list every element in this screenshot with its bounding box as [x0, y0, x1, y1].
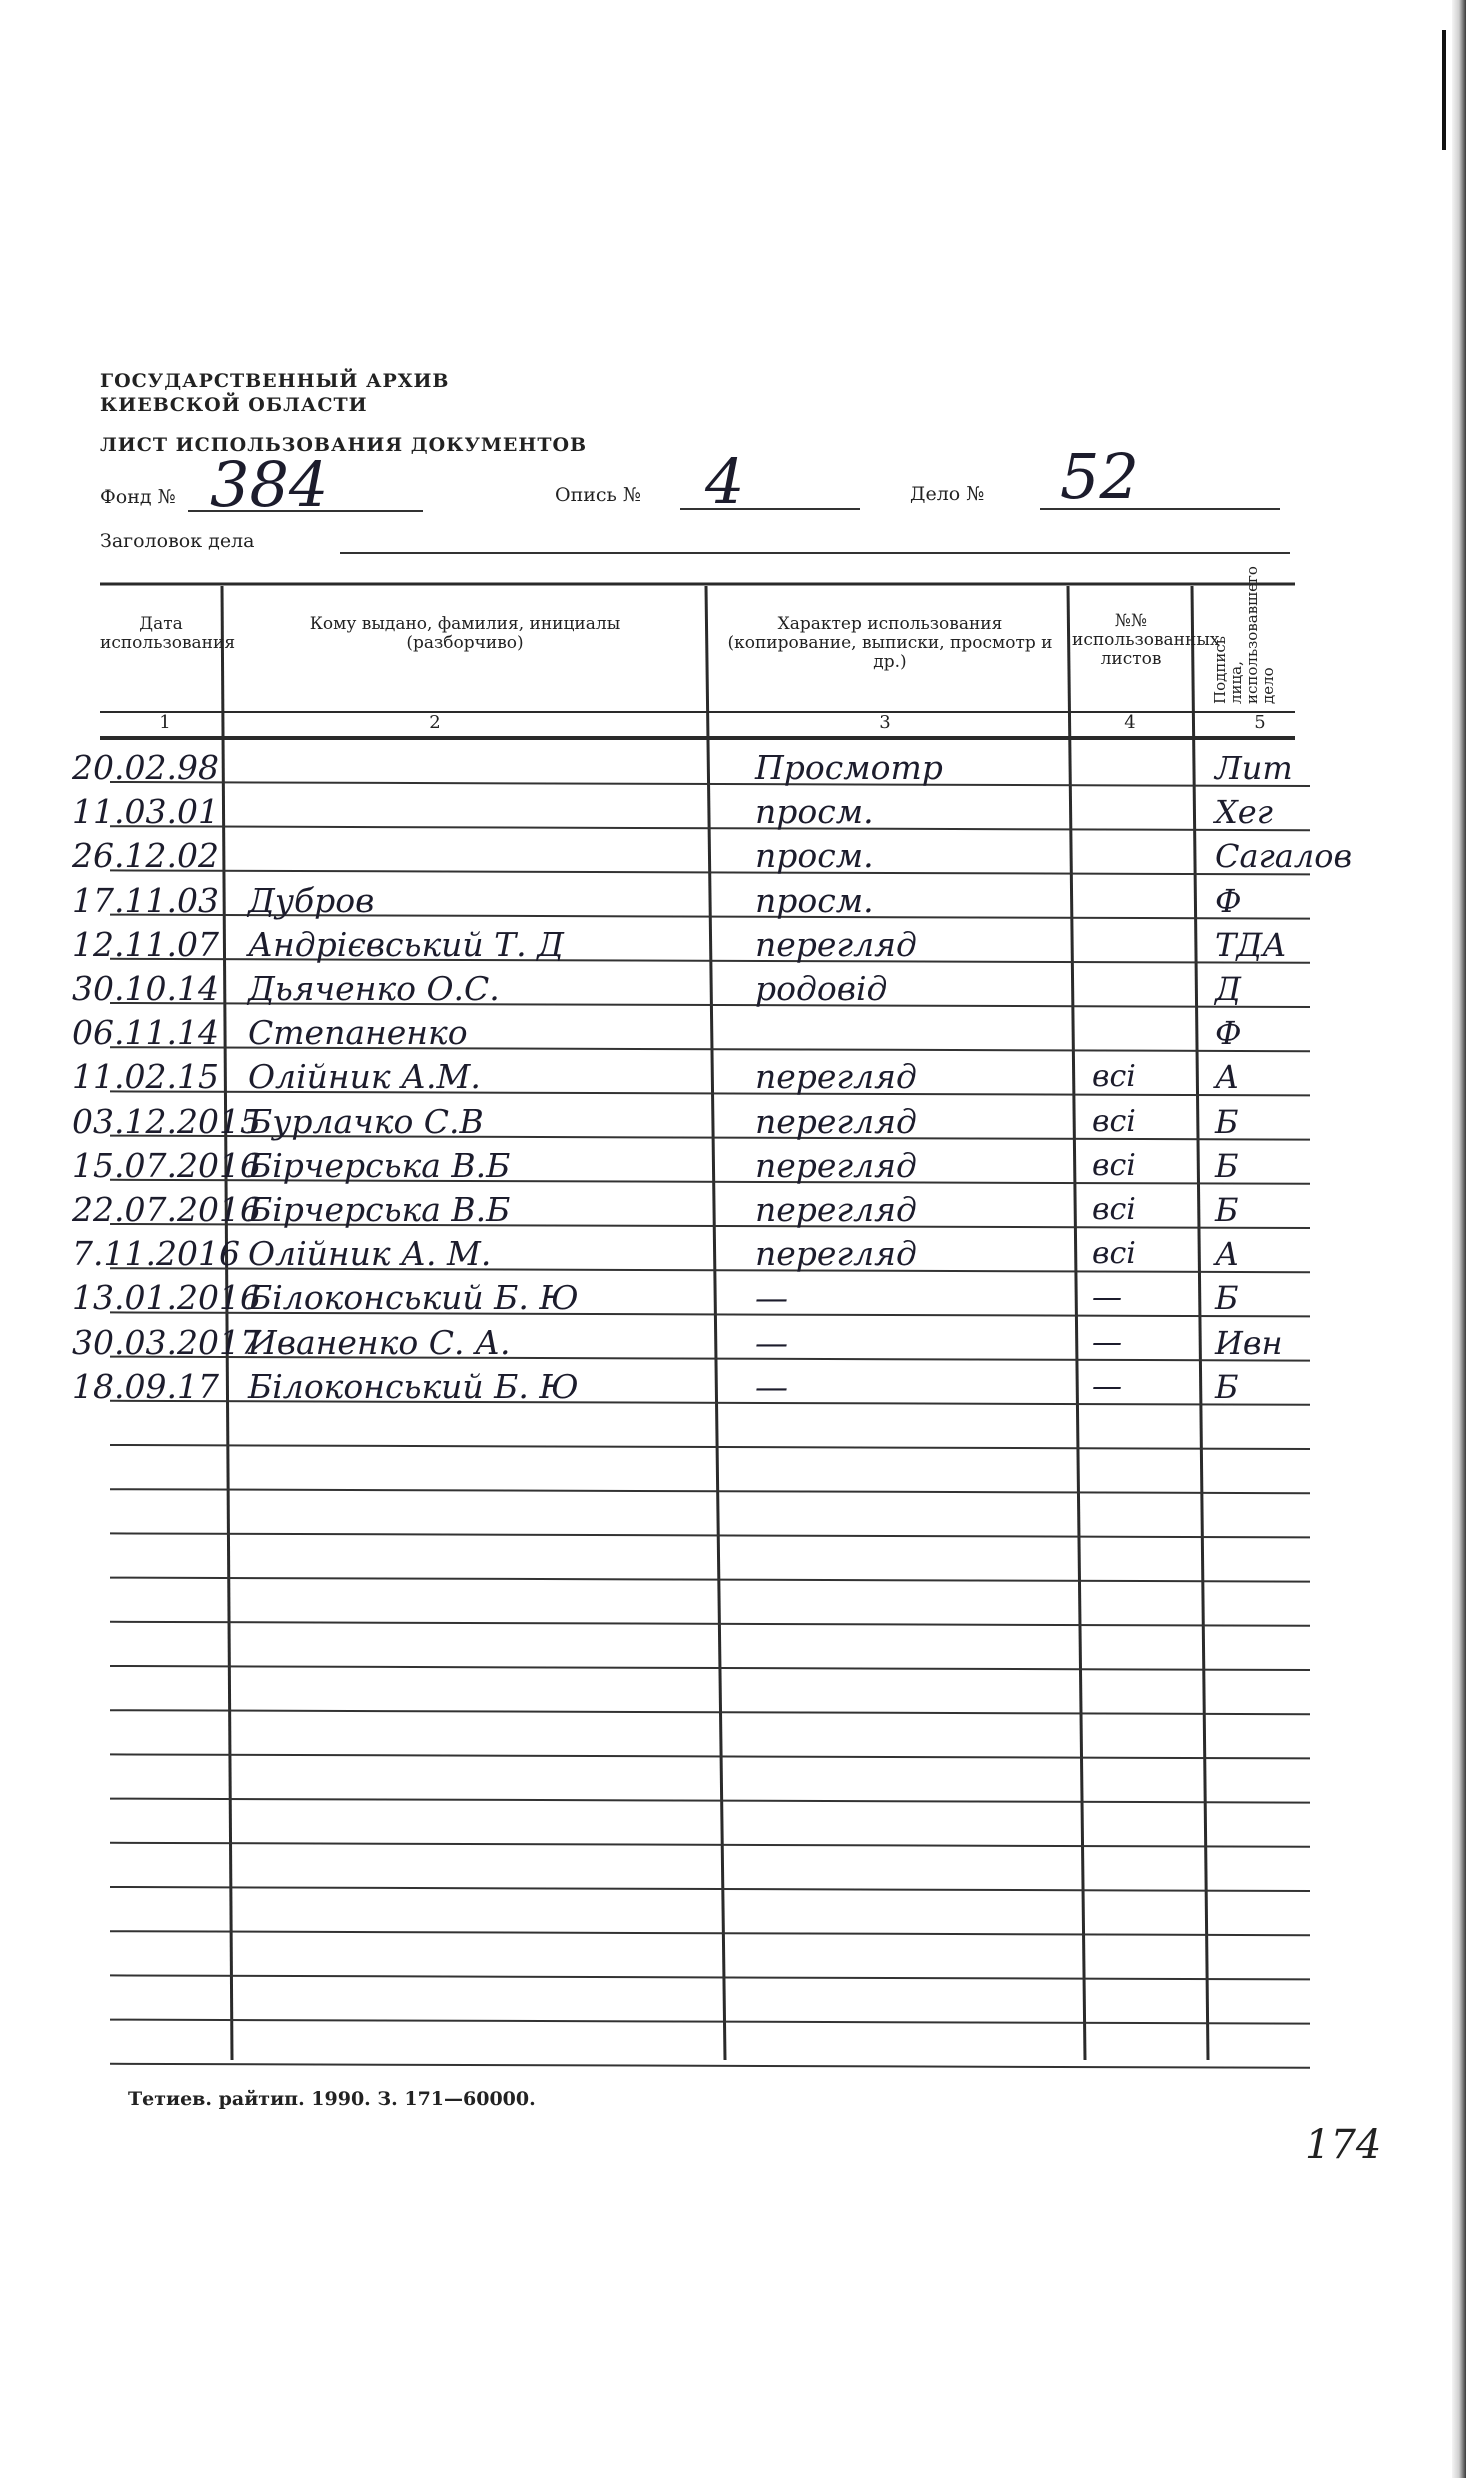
table-row — [0, 1365, 1466, 1409]
table-row — [0, 1100, 1466, 1144]
column-header-recipient: Кому выдано, фамилия, инициалы (разборчиво) — [309, 614, 621, 653]
column-number-2: 2 — [429, 712, 441, 733]
cell-signature: Б — [1215, 1146, 1239, 1185]
column-number-4: 4 — [1124, 712, 1136, 733]
cell-signature: Б — [1215, 1102, 1239, 1141]
delo-value: 52 — [1060, 440, 1139, 513]
column-header-date: Дата использования — [100, 614, 236, 653]
cell-use-type: перегляд — [755, 1190, 917, 1229]
column-header-signature: Подпись лица, использовавшего дело — [1211, 566, 1277, 704]
cell-recipient: Дьяченко О.С. — [248, 969, 500, 1008]
table-row — [0, 746, 1466, 790]
table-row — [0, 1232, 1466, 1276]
cell-date: 30.10.14 — [72, 969, 219, 1008]
cell-date: 20.02.98 — [72, 748, 219, 787]
column-number-5: 5 — [1254, 712, 1266, 733]
cell-date: 11.02.15 — [72, 1057, 219, 1097]
table-row — [0, 1276, 1466, 1320]
cell-signature: Д — [1215, 970, 1242, 1008]
cell-recipient: Білоконський Б. Ю — [248, 1278, 579, 1318]
cell-sheets: — — [1092, 1324, 1122, 1360]
cell-date: 26.12.02 — [72, 836, 219, 876]
cell-use-type: просм. — [755, 836, 874, 876]
fond-label: Фонд № — [100, 486, 176, 508]
cell-signature: Сагалов — [1215, 837, 1353, 876]
cell-use-type: перегляд — [755, 1234, 917, 1274]
cell-sheets: — — [1092, 1368, 1122, 1404]
cell-use-type: просм. — [755, 880, 874, 920]
cell-signature: А — [1215, 1235, 1240, 1274]
cell-signature: Хег — [1215, 793, 1273, 832]
fond-value: 384 — [210, 448, 329, 521]
column-number-3: 3 — [879, 712, 891, 733]
cell-use-type: Просмотр — [755, 748, 943, 787]
cell-use-type: — — [755, 1278, 788, 1318]
row-rule — [110, 1754, 1310, 1758]
cell-recipient: Бурлачко С.В — [248, 1101, 484, 1141]
table-row — [0, 1055, 1466, 1099]
row-rule — [110, 1533, 1310, 1537]
column-number-1: 1 — [159, 712, 171, 733]
row-rule — [110, 2020, 1310, 2024]
cell-date: 06.11.14 — [72, 1013, 219, 1053]
row-rule — [110, 1710, 1310, 1714]
row-rule — [110, 1622, 1310, 1626]
zagolovok-label: Заголовок дела — [100, 530, 255, 552]
cell-signature: Ф — [1215, 881, 1242, 920]
row-rule — [110, 1666, 1310, 1670]
cell-date: 12.11.07 — [72, 924, 219, 964]
opis-value: 4 — [705, 445, 745, 518]
table-row — [0, 967, 1466, 1011]
page-number: 174 — [1305, 2122, 1382, 2168]
table-row — [0, 1144, 1466, 1188]
table-row — [0, 1188, 1466, 1232]
cell-use-type: — — [755, 1322, 788, 1362]
cell-signature: Б — [1215, 1191, 1239, 1229]
cell-use-type: — — [755, 1366, 788, 1406]
row-rule — [110, 1975, 1310, 1979]
row-rule — [110, 1843, 1310, 1847]
cell-sheets: всі — [1092, 1147, 1136, 1183]
printer-imprint: Тетиев. райтип. 1990. З. 171—60000. — [128, 2088, 536, 2110]
cell-recipient: Олійник А.М. — [248, 1057, 481, 1097]
cell-use-type: перегляд — [755, 1101, 917, 1141]
table-row — [0, 923, 1466, 967]
cell-recipient: Бірчерська В.Б — [248, 1190, 511, 1229]
cell-recipient: Андрієвський Т. Д — [248, 924, 564, 964]
cell-date: 7.11.2016 — [72, 1234, 240, 1274]
table-row — [0, 1321, 1466, 1365]
row-rule — [110, 1489, 1310, 1493]
table-row — [0, 834, 1466, 878]
archive-name-line2: КИЕВСКОЙ ОБЛАСТИ — [100, 394, 368, 416]
cell-date: 30.03.2017 — [72, 1322, 261, 1362]
delo-label: Дело № — [910, 483, 985, 505]
row-rule — [110, 1887, 1310, 1891]
cell-recipient: Дубров — [248, 880, 375, 920]
archive-name-line1: ГОСУДАРСТВЕННЫЙ АРХИВ — [100, 370, 450, 392]
cell-sheets: всі — [1092, 1059, 1136, 1095]
table-row — [0, 790, 1466, 834]
cell-date: 11.03.01 — [72, 792, 219, 832]
cell-date: 22.07.2016 — [72, 1190, 261, 1229]
row-rule — [110, 2064, 1310, 2068]
cell-sheets: всі — [1092, 1103, 1136, 1139]
cell-date: 13.01.2016 — [72, 1278, 261, 1318]
cell-sheets: всі — [1092, 1192, 1136, 1227]
cell-recipient: Иваненко С. А. — [248, 1322, 511, 1362]
column-header-use-type: Характер использования (копирование, выписки, просмотр и др.) — [727, 614, 1053, 672]
row-rule — [110, 1799, 1310, 1803]
cell-signature: Лит — [1215, 749, 1293, 787]
cell-date: 15.07.2016 — [72, 1145, 261, 1185]
cell-use-type: просм. — [755, 792, 874, 832]
cell-date: 18.09.17 — [72, 1366, 219, 1406]
cell-use-type: перегляд — [755, 924, 917, 964]
row-rule — [110, 1578, 1310, 1582]
cell-signature: ТДА — [1215, 925, 1287, 964]
cell-use-type: родовід — [755, 969, 888, 1008]
cell-recipient: Бірчерська В.Б — [248, 1145, 511, 1185]
cell-recipient: Степаненко — [248, 1013, 468, 1053]
cell-recipient: Білоконський Б. Ю — [248, 1366, 579, 1406]
cell-sheets: — — [1092, 1280, 1122, 1316]
cell-signature: А — [1215, 1058, 1240, 1097]
row-rule — [110, 1445, 1310, 1449]
cell-recipient: Олійник А. М. — [248, 1234, 492, 1274]
cell-signature: Ф — [1215, 1014, 1242, 1053]
column-header-sheets: №№ использованных листов — [1072, 611, 1220, 669]
cell-date: 17.11.03 — [72, 880, 219, 920]
row-rule — [110, 1931, 1310, 1935]
table-row — [0, 1011, 1466, 1055]
opis-label: Опись № — [555, 484, 641, 506]
cell-use-type: перегляд — [755, 1057, 917, 1097]
cell-sheets: всі — [1092, 1236, 1136, 1272]
sheet-title: ЛИСТ ИСПОЛЬЗОВАНИЯ ДОКУМЕНТОВ — [100, 434, 588, 456]
cell-signature: Ивн — [1215, 1323, 1283, 1362]
cell-signature: Б — [1215, 1367, 1239, 1406]
table-row — [0, 879, 1466, 923]
cell-signature: Б — [1215, 1279, 1239, 1318]
cell-use-type: перегляд — [755, 1145, 917, 1185]
cell-date: 03.12.2015 — [72, 1101, 261, 1141]
